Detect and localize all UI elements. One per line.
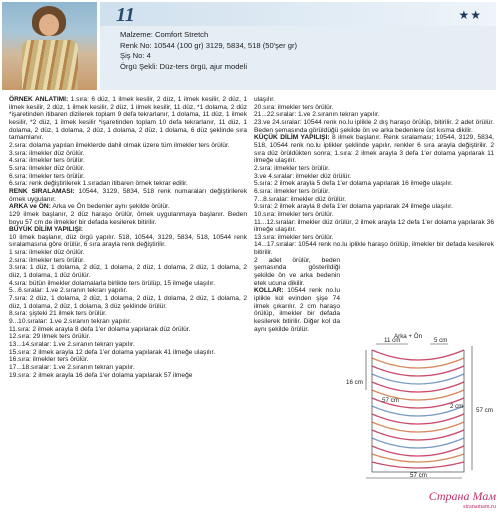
- instruction-text: 129 ilmek başlanır, 2 düz haraşo örülür, örnek uygulanmaya başlanır. Beden boyu 57 cm de ilmekler bir defada kesilerek bitirilir.: [9, 210, 247, 226]
- instruction-text: 6.sıra: ilmekler ters örülür.: [254, 187, 330, 195]
- pattern-header: [100, 2, 496, 90]
- instruction-text: 10544, 3129, 5834, 518 renk numaraları değiştirilerek örnek uygulanır.: [9, 187, 247, 203]
- site-logo: [429, 489, 496, 510]
- instruction-paragraph: [9, 157, 247, 165]
- instruction-paragraph: [254, 234, 494, 242]
- instruction-text: 1.sıra: 6 düz, 1 ilmek kesilir, 2 düz, 1 ilmek kesilir, 2 düz, 1 ilmek kesilir, 2 düz, 1 ilmek kesilir, 2 düz, 1 ilmek kesilir, 11 düz, *1 dolama, 2 düz *işaretinden itibaren dizilerek toplam 9 defa tekrarlanır, 1 dolama, 11 düz, 1 ilmek kesilir, *2 düz, 1 ilmek kesilir *işaretinden toplam 10 defa tekrarlanır, 11 düz, 1 dolama, 2 düz, 1 dolama, 2 düz, 1 dolama, 2 düz, 1 dolama, 6 düz şeklinde sıra tamamlanır.: [9, 96, 247, 142]
- measure-label: 2 cm: [450, 403, 464, 410]
- instruction-text: 9...10.sıralar: 1.ve 2.sıranın tekrarı yapılır.: [9, 318, 132, 326]
- right-column-main: [254, 96, 494, 257]
- instruction-paragraph: [254, 241, 494, 256]
- instruction-text: 10544 renk no.lu iplikle kol evinden şişe 74 ilmek çıkarılır. 2 cm haraşo örülüp, ilmekler bir defada kesilerek bitirilir. Diğer kol da aynı şekilde örülür.: [254, 287, 340, 333]
- instruction-paragraph: [9, 257, 247, 265]
- instruction-paragraph: [9, 326, 247, 334]
- material-info: [120, 30, 297, 72]
- right-column-narrow: [254, 257, 340, 334]
- instruction-text: 2.sıra: ilmekler ters örülür.: [9, 256, 85, 264]
- instruction-paragraph: [254, 180, 494, 188]
- instruction-text: 12.sıra: 29 ilmek ters örülür.: [9, 333, 91, 341]
- instruction-paragraph: [9, 180, 247, 188]
- instruction-text: 1 sıra: ilmekler düz örülür.: [9, 249, 85, 257]
- instruction-text: 3.sıra: 1 düz, 1 dolama, 2 düz, 1 dolama, 2 düz, 1 dolama, 2 düz, 1 dolama, 2 düz, 1 dolama, 1 düz örülür.: [9, 264, 247, 280]
- striped-top: [22, 40, 78, 90]
- pattern-number: 11: [116, 4, 135, 26]
- instruction-text: 7...8.sıralar: ilmekler düz örülür.: [254, 195, 346, 203]
- instruction-paragraph: [254, 104, 494, 112]
- logo-sub: stranamam.ru: [463, 504, 496, 510]
- instruction-paragraph: [9, 318, 247, 326]
- instruction-paragraph: [9, 310, 247, 318]
- instruction-paragraph: [254, 111, 494, 119]
- diagram-measure-lines: [366, 344, 472, 478]
- instruction-paragraph: [254, 173, 494, 181]
- instruction-paragraph: [9, 264, 247, 279]
- instruction-text: 6.sıra: renk değiştirilerek 1.sıradan itibaren örnek tekrar edilir.: [9, 180, 188, 188]
- section-heading: BÜYÜK DİLİM YAPILIŞI:: [9, 226, 84, 234]
- measure-label: 11 cm: [384, 337, 401, 344]
- instruction-text: 10 ilmek başlanır, düz örgü yapılır. 518, 10544, 3129, 5834, 518, 10544 renk sıralamasına göre örülür, 6 sıra arayla renk değiştirilir.: [9, 233, 247, 249]
- instruction-paragraph: [9, 226, 247, 234]
- instruction-paragraph: [254, 188, 494, 196]
- instruction-paragraph: [9, 249, 247, 257]
- instruction-text: 8 ilmek başlanır. Renk sıralaması; 10544, 3129, 5834, 518, 10544 renk no.lu iplikler şeklinde yapılır, renkler 6 sıra arayla değiştirilir. 2 sıra düz örüldükten sonra; 1.sıra: 2 ilmek arayla 3 defa 1'er dolama yapılarak 11 ilmeğe ulaşılır.: [254, 134, 494, 165]
- instruction-text: 21...22.sıralar: 1.ve 2.sıranın tekrarı yapılır.: [254, 111, 380, 119]
- instruction-paragraph: [9, 234, 247, 249]
- info-line: Örgü Şekli: Düz-ters örgü, ajur modeli: [120, 61, 248, 71]
- instruction-paragraph: [9, 364, 247, 372]
- instruction-paragraph: [9, 150, 247, 158]
- instruction-paragraph: [9, 96, 247, 142]
- instruction-text: 23.ve 24.sıralar: 10544 renk no.lu iplikle 2 dış haraşo örülüp, bitirilir. 2 adet örülür. Beden şemasında görüldüğü şekilde ön ve arka bedenlere üst kısma dikilir.: [254, 118, 494, 134]
- instruction-paragraph: [9, 333, 247, 341]
- instruction-text: 13.sıra: ilmekler ters örülür.: [254, 233, 334, 241]
- instruction-paragraph: [9, 142, 247, 150]
- section-heading: RENK SIRALAMASI:: [9, 187, 75, 195]
- measure-label: 5 cm: [434, 337, 448, 344]
- instruction-text: 3.sıra: ilmekler düz örülür.: [9, 149, 85, 157]
- instruction-paragraph: [254, 96, 494, 104]
- info-line: Malzeme: Comfort Stretch: [120, 30, 209, 39]
- instruction-text: 6.sıra: ilmekler ters örülür.: [9, 172, 85, 180]
- instruction-text: 17...18.sıralar: 1.ve 2.sıranın tekrarı yapılır.: [9, 363, 135, 371]
- instruction-text: 13...14.sıralar: 1.ve 2.sıranın tekrarı yapılır.: [9, 341, 135, 348]
- left-column: [9, 96, 247, 379]
- measure-label: 57 cm: [476, 407, 493, 414]
- instruction-text: 7.sıra: 2 düz, 1 dolama, 2 düz, 1 dolama, 2 düz, 1 dolama, 2 düz, 1 dolama, 2 düz, 1 dolama, 2 düz, 1 dolama, 3 düz şeklinde örülür.: [9, 295, 247, 310]
- instruction-text: 8.sıra: şişteki 21 ilmek ters örülür.: [9, 310, 107, 318]
- instruction-text: 20.sıra: ilmekler ters örülür.: [254, 103, 334, 111]
- instruction-paragraph: [254, 219, 494, 234]
- instruction-text: 16.sıra: ilmekler ters örülür.: [9, 356, 89, 364]
- instruction-text: 9.sıra: 2 ilmek arayla 8 defa 1'er dolama yapılarak 24 ilmeğe ulaşılır.: [254, 203, 453, 211]
- instruction-paragraph: [9, 372, 247, 380]
- instruction-text: 2.sıra: dolama yapılan ilmeklerde dahil olmak üzere tüm ilmekler ters örülür.: [9, 141, 230, 149]
- instruction-paragraph: [9, 349, 247, 357]
- instruction-text: 11.sıra: 2 ilmek arayla 8 defa 1'er dolama yapılarak düz örülür.: [9, 325, 191, 333]
- info-line: Şiş No: 4: [120, 51, 151, 60]
- instruction-text: 5.sıra: ilmekler düz örülür.: [9, 164, 85, 172]
- garment-diagram: [338, 330, 498, 480]
- instruction-text: 4.sıra: bütün ilmekler dolamalarla birlikte ters örülüp, 15 ilmeğe ulaşılır.: [9, 279, 215, 287]
- model-face: [39, 14, 59, 36]
- instruction-text: 5...6.sıralar: 1.ve 2.sıranın tekrarı yapılır.: [9, 287, 128, 295]
- instruction-text: ulaşılır.: [254, 96, 275, 103]
- instruction-paragraph: [254, 119, 494, 134]
- section-heading: KOLLAR:: [254, 287, 284, 295]
- instruction-paragraph: [9, 295, 247, 310]
- instruction-paragraph: [9, 165, 247, 173]
- instruction-text: 5.sıra: 2 ilmek arayla 5 defa 1'er dolama yapılarak 16 ilmeğe ulaşılır.: [254, 180, 453, 188]
- right-column: [254, 96, 494, 333]
- instruction-paragraph: [9, 280, 247, 288]
- instruction-paragraph: [9, 287, 247, 295]
- logo-name: Страна Мам: [428, 489, 496, 503]
- measure-label: 57 cm: [382, 397, 399, 404]
- instruction-paragraph: [9, 173, 247, 181]
- instruction-paragraph: [254, 196, 494, 204]
- instruction-text: 2 adet örülür, beden şemasında gösterildiği şekilde ön ve arka bedenin etek ucuna dikilir.: [254, 256, 340, 287]
- model-photo: [2, 2, 97, 90]
- instruction-text: 19.sıra: 2 ilmek arayla 16 defa 1'er dolama yapılarak 57 ilmeğe: [9, 371, 193, 379]
- section-heading: ARKA ve ÖN:: [9, 203, 51, 211]
- instruction-text: Arka ve Ön bedenler aynı şekilde örülür.: [50, 203, 170, 211]
- measure-label: 16 cm: [346, 379, 363, 386]
- instruction-paragraph: [254, 165, 494, 173]
- section-heading: ÖRNEK ANLATIMI:: [9, 96, 69, 103]
- instruction-paragraph: [9, 211, 247, 226]
- instruction-text: 4.sıra: ilmekler ters örülür.: [9, 157, 85, 165]
- instruction-text: 10.sıra: ilmekler ters örülür.: [254, 210, 334, 218]
- instruction-text: 15.sıra: 2 ilmek arayla 12 defa 1'er dolama yapılarak 41 ilmeğe ulaşılır.: [9, 348, 216, 356]
- section-heading: KÜÇÜK DİLİM YAPILIŞI:: [254, 134, 330, 142]
- instruction-paragraph: [254, 203, 494, 211]
- measure-label: 57 cm: [410, 472, 427, 479]
- instruction-paragraph: [254, 287, 340, 333]
- instruction-paragraph: [254, 134, 494, 165]
- info-line: Renk No: 10544 (100 gr) 3129, 5834, 518 (50'şer gr): [120, 40, 298, 50]
- instruction-paragraph: [9, 203, 247, 211]
- instruction-paragraph: [254, 211, 494, 219]
- instruction-paragraph: [9, 341, 247, 349]
- instruction-text: 3.ve 4.sıralar: ilmekler düz örülür.: [254, 172, 352, 180]
- instruction-paragraph: [9, 188, 247, 203]
- instruction-text: 2.sıra: ilmekler ters örülür.: [254, 164, 330, 172]
- instruction-paragraph: [9, 356, 247, 364]
- instruction-paragraph: [254, 257, 340, 288]
- diagram-title: Arka + Ön: [394, 333, 423, 340]
- instruction-text: 11...12.sıralar: ilmekler düz örülür, 2 ilmek arayla 12 defa 1'er dolama yapılarak 36 ilmeğe ulaşılır.: [254, 218, 494, 234]
- difficulty-stars: ★★: [458, 8, 482, 22]
- header-bar: [100, 2, 496, 26]
- instruction-text: 14...17.sıralar: 10544 renk no.lu iplikle haraşo örülüp, ilmekler bir defada kesilerek bitirilir.: [254, 241, 494, 257]
